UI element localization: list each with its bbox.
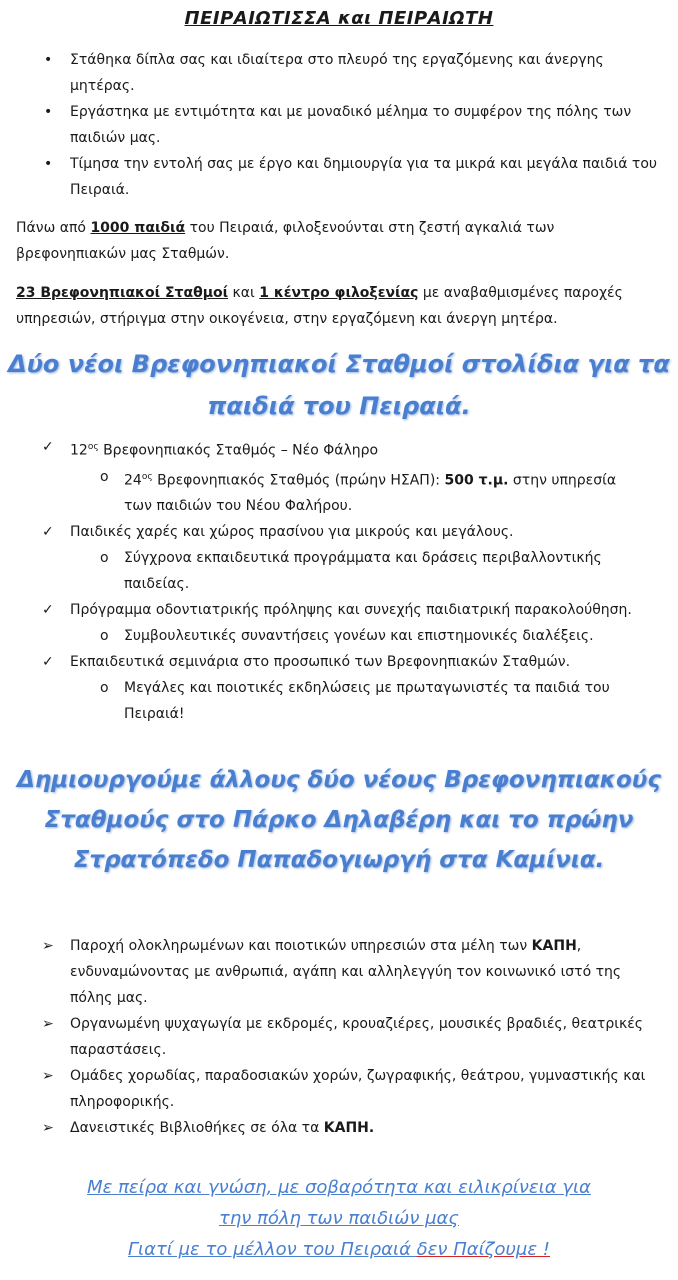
closing-line-3: Γιατί με το μέλλον του Πειραιά δεν Παίζουμε !	[127, 1239, 551, 1260]
checklist-item: ✓ Εκπαιδευτικά σεμινάρια στο προσωπικό των Βρεφονηπιακών Σταθμών.	[0, 649, 678, 675]
list-item: • Εργάστηκα με εντιμότητα και με μοναδικό μέλημα το συμφέρον της πόλης των παιδιών μας.	[0, 99, 678, 151]
checklist-subitem: o Μεγάλες και ποιοτικές εκδηλώσεις με πρωταγωνιστές τα παιδιά του Πειραιά!	[0, 675, 678, 727]
circle-bullet-icon: o	[100, 628, 109, 645]
bullet-icon: •	[44, 156, 53, 172]
circle-bullet-icon: o	[100, 680, 109, 697]
list-item: • Στάθηκα δίπλα σας και ιδιαίτερα στο πλευρό της εργαζόμενης και άνεργης μητέρας.	[0, 47, 678, 99]
checklist-subitem: o Συμβουλευτικές συναντήσεις γονέων και επιστημονικές διαλέξεις.	[0, 623, 678, 649]
arrow-bullet-icon: ➢	[42, 1068, 54, 1084]
checklist-item: ✓ Πρόγραμμα οδοντιατρικής πρόληψης και συνεχής παιδιατρική παρακολούθηση.	[0, 597, 678, 623]
checklist	[0, 434, 678, 727]
arrow-list-item: ➢ Παροχή ολοκληρωμένων και ποιοτικών υπηρεσιών στα μέλη των ΚΑΠΗ, ενδυναμώνοντας με ανθρωπιά, αγάπη και αλληλεγγύη τον κοινωνικό ιστό της πόλης μας.	[0, 933, 678, 1011]
bullet-icon: •	[44, 104, 53, 120]
arrow-list-item: ➢ Ομάδες χορωδίας, παραδοσιακών χορών, ζωγραφικής, θεάτρου, γυμναστικής και πληροφορικής.	[0, 1063, 678, 1115]
arrow-list-item: ➢ Οργανωμένη ψυχαγωγία με εκδρομές, κρουαζιέρες, μουσικές βραδιές, θεατρικές παραστάσεις.	[0, 1011, 678, 1063]
check-icon: ✓	[42, 654, 54, 671]
paragraph-children-count: Πάνω από 1000 παιδιά του Πειραιά, φιλοξενούνται στη ζεστή αγκαλιά των βρεφονηπιακών μας Σταθμών.	[16, 220, 555, 262]
paragraph-stations: 23 Βρεφονηπιακοί Σταθμοί και 1 κέντρο φιλοξενίας με αναβαθμισμένες παροχές υπηρεσιών, στήριγμα στην οικογένεια, στην εργαζόμενη και άνεργη μητέρα.	[16, 285, 623, 327]
intro-bullet-list	[0, 47, 678, 203]
check-icon: ✓	[42, 524, 54, 541]
circle-bullet-icon: o	[100, 468, 109, 485]
closing-slogan	[0, 1172, 678, 1265]
checklist-subitem: o $24^{o\varsigma}$ Βρεφονηπιακός Σταθμός (πρώην ΗΣΑΠ): 500 τ.μ. στην υπηρεσία των παιδιών του Νέου Φαλήρου.	[0, 464, 678, 520]
headline-more-stations: Δημιουργούμε άλλους δύο νέους Βρεφονηπιακούς Σταθμούς στο Πάρκο Δηλαβέρη και το πρώην Στρατόπεδο Παπαδογιωργή στα Καμίνια.	[17, 767, 661, 873]
closing-line-1: Με πείρα και γνώση, με σοβαρότητα και ειλικρίνεια για	[87, 1177, 591, 1198]
headline-new-stations: Δύο νέοι Βρεφονηπιακοί Σταθμοί στολίδια για τα παιδιά του Πειραιά.	[8, 350, 670, 420]
arrow-bullet-icon: ➢	[42, 938, 54, 954]
list-item: • Τίμησα την εντολή σας με έργο και δημιουργία για τα μικρά και μεγάλα παιδιά του Πειραιά.	[0, 151, 678, 203]
arrow-list	[0, 933, 678, 1141]
checklist-subitem: o Σύγχρονα εκπαιδευτικά προγράμματα και δράσεις περιβαλλοντικής παιδείας.	[0, 545, 678, 597]
check-icon: ✓	[42, 602, 54, 619]
bullet-icon: •	[44, 52, 53, 68]
circle-bullet-icon: o	[100, 550, 109, 567]
arrow-bullet-icon: ➢	[42, 1016, 54, 1032]
arrow-bullet-icon: ➢	[42, 1120, 54, 1136]
closing-line-2: την πόλη των παιδιών μας	[219, 1208, 459, 1229]
check-icon: ✓	[42, 439, 54, 455]
page-title: ΠΕΙΡΑΙΩΤΙΣΣΑ και ΠΕΙΡΑΙΩΤΗ	[184, 8, 494, 29]
checklist-item: ✓ Παιδικές χαρές και χώρος πρασίνου για μικρούς και μεγάλους.	[0, 519, 678, 545]
checklist-item: ✓ $12^{o\varsigma}$ Βρεφονηπιακός Σταθμός – Νέο Φάληρο	[0, 434, 678, 464]
arrow-list-item: ➢ Δανειστικές Βιβλιοθήκες σε όλα τα ΚΑΠΗ.	[0, 1115, 678, 1141]
